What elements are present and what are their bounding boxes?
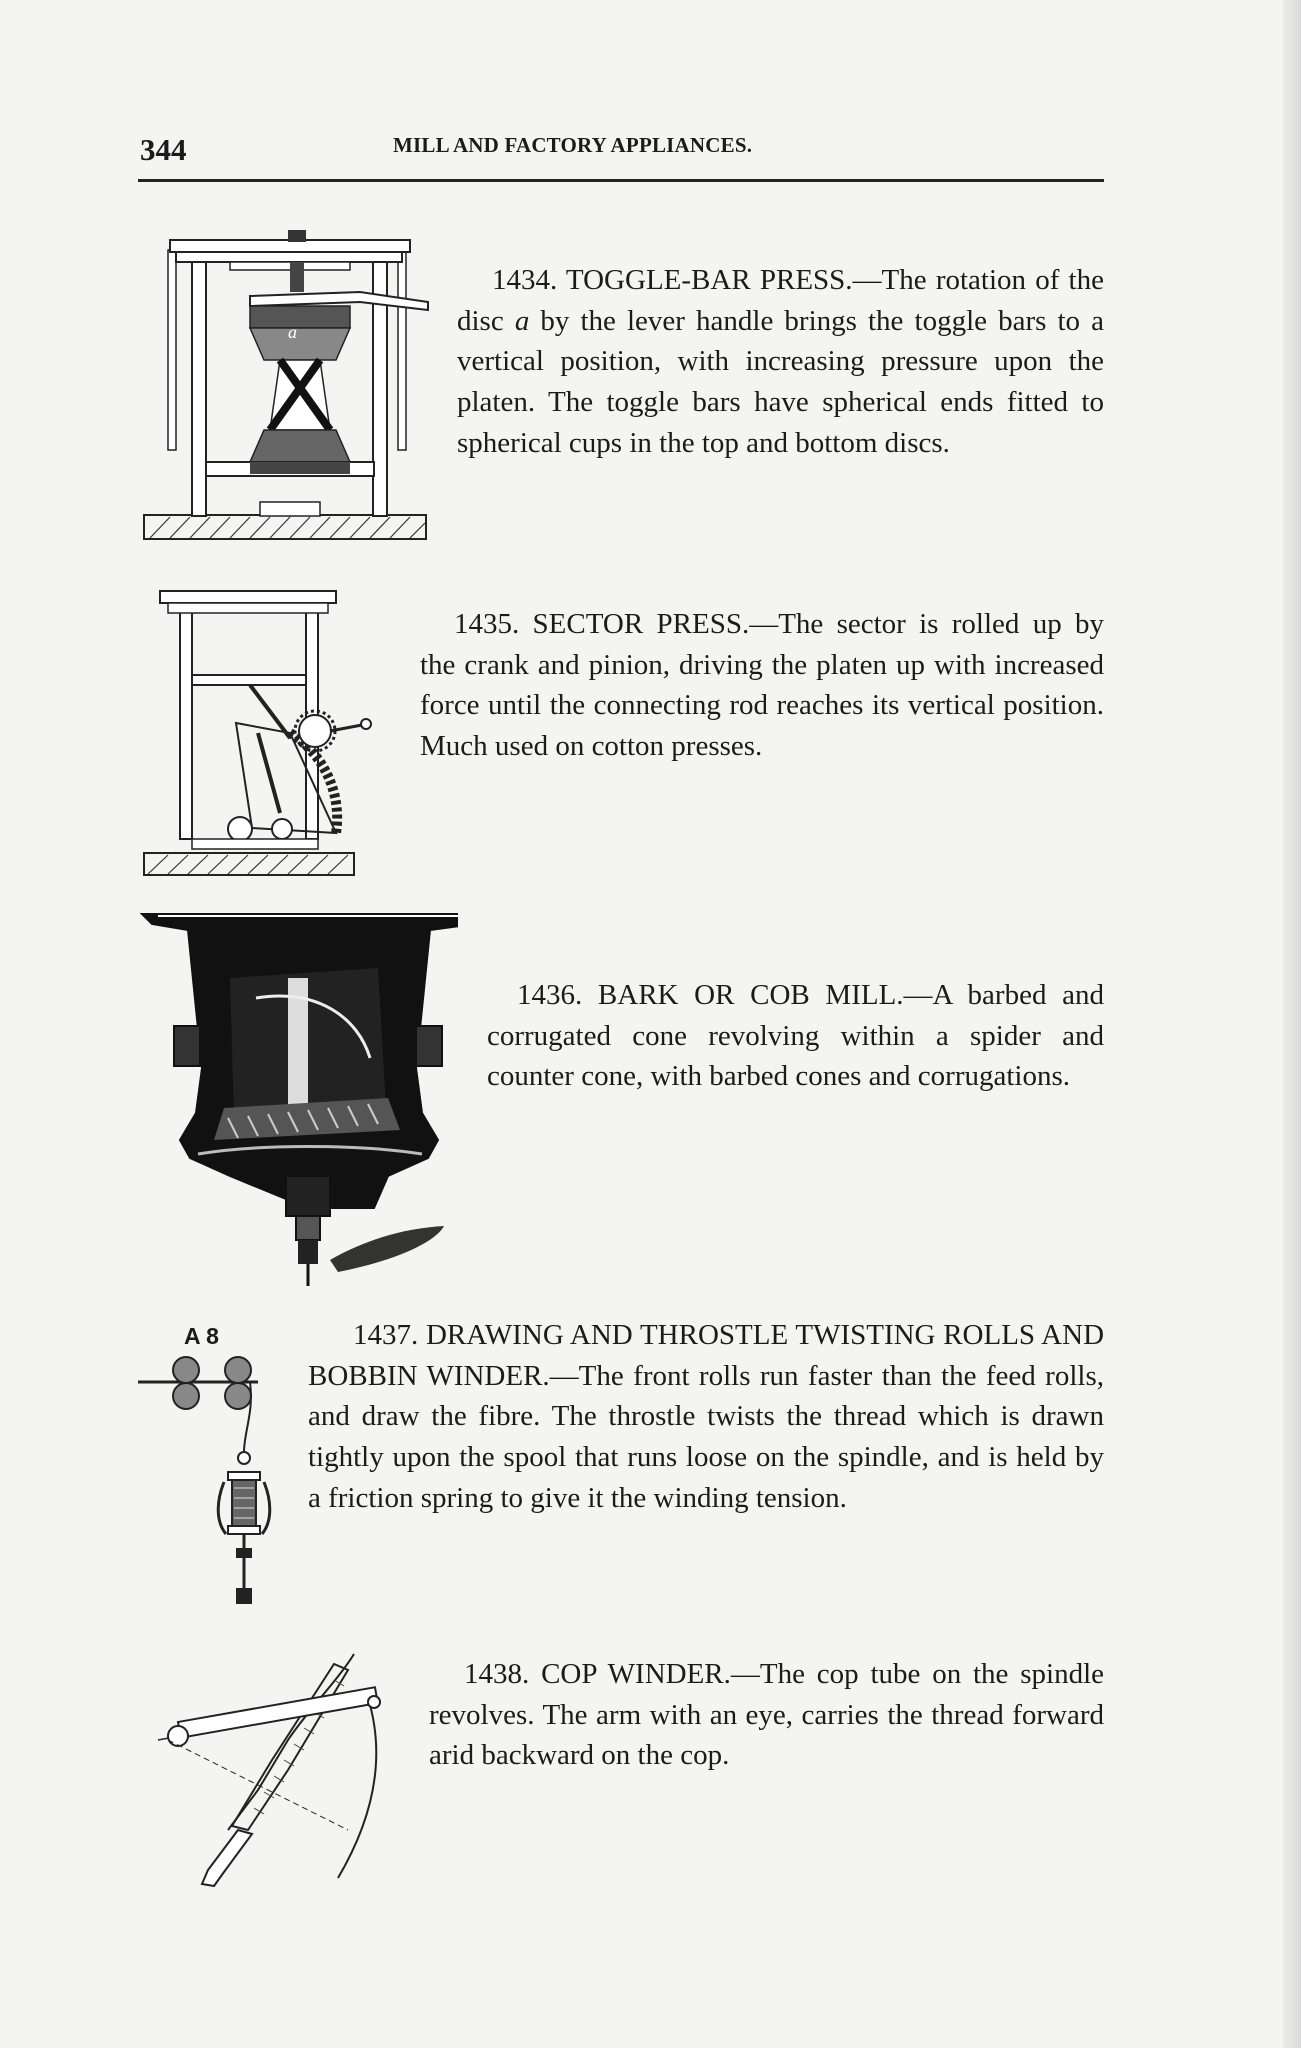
entry-1435 xyxy=(420,604,1104,767)
entry-text: —The front rolls run faster than the feed rolls, and draw the fibre. The throstle twists the thread which is drawn tightly upon the spool that runs loose on the spindle, and is held by a friction spring to give it the winding tension. xyxy=(308,1359,1104,1514)
entry-text: by the lever handle brings the toggle bars to a vertical position, with increasing pressure upon the platen. The toggle bars have spherical ends fitted to spherical cups in the top and bottom discs. xyxy=(457,304,1104,459)
entry-title: SECTOR PRESS. xyxy=(532,608,750,640)
toggle-bar-press-figure xyxy=(140,230,440,542)
figure-label: A 8 xyxy=(184,1323,219,1349)
bark-cob-mill-figure xyxy=(138,908,458,1288)
entry-title: TOGGLE-BAR PRESS. xyxy=(565,264,853,296)
entry-number: 1436. xyxy=(517,979,583,1011)
entry-1434 xyxy=(457,260,1104,464)
throstle-rolls-figure xyxy=(138,1352,278,1622)
entry-text: —The rotation of the disc xyxy=(457,264,1104,337)
entry-1436 xyxy=(487,975,1104,1097)
page-edge xyxy=(1283,0,1301,2048)
page-header xyxy=(138,128,1104,178)
entry-number: 1438. xyxy=(464,1658,530,1690)
sector-press-figure xyxy=(140,583,380,883)
entry-1437 xyxy=(308,1315,1104,1519)
entry-text: —A barbed and corrugated cone revolving within a spider and counter cone, with barbed cones and corrugations. xyxy=(487,979,1105,1093)
entry-1438 xyxy=(429,1654,1104,1776)
entry-number: 1435. xyxy=(454,608,520,640)
entry-number: 1437. xyxy=(353,1319,419,1351)
entry-italic: a xyxy=(514,304,530,337)
entry-text: —The cop tube on the spindle revolves. The arm with an eye, carries the thread forward arid backward on the cop. xyxy=(429,1658,1104,1772)
entry-text: —The sector is rolled up by the crank and pinion, driving the platen up with increased force until the connecting rod reaches its vertical position. Much used on cotton presses. xyxy=(420,608,1104,763)
cop-winder-figure xyxy=(148,1650,398,1900)
disc-a-label: a xyxy=(288,322,297,342)
page-number: 344 xyxy=(140,132,187,167)
header-rule xyxy=(138,179,1104,182)
entry-number: 1434. xyxy=(492,264,558,296)
running-title: MILL AND FACTORY APPLIANCES. xyxy=(393,133,753,157)
entry-title: DRAWING AND THROSTLE TWISTING ROLLS AND BOBBIN WINDER. xyxy=(308,1319,1105,1392)
entry-title: BARK OR COB MILL. xyxy=(597,979,904,1011)
entry-title: COP WINDER. xyxy=(541,1658,731,1690)
